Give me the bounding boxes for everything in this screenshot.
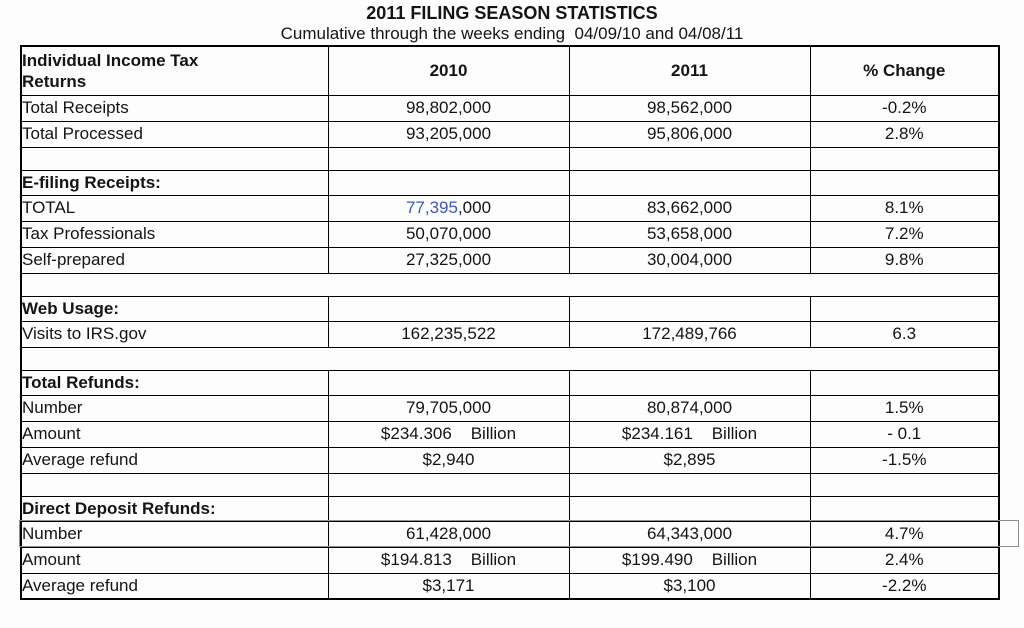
row-label: TOTAL <box>21 195 328 221</box>
statistics-table-wrap <box>20 45 998 600</box>
value-2010 <box>328 296 569 321</box>
table-row <box>21 573 999 599</box>
value-percent-change <box>810 473 999 496</box>
value-percent-change <box>810 273 999 296</box>
table-row <box>21 221 999 247</box>
value-percent-change: 6.3 <box>810 321 999 347</box>
table-row <box>21 421 999 447</box>
value-2011: 83,662,000 <box>569 195 810 221</box>
table-row <box>21 547 999 573</box>
row-label: Average refund <box>21 447 328 473</box>
value-percent-change: 2.8% <box>810 121 999 147</box>
value-2011: $234.161 Billion <box>569 421 810 447</box>
value-2011 <box>569 296 810 321</box>
table-row <box>21 447 999 473</box>
value-2011: 80,874,000 <box>569 395 810 421</box>
value-2010: $2,940 <box>328 447 569 473</box>
section-header-row <box>21 170 999 195</box>
value-2011: $2,895 <box>569 447 810 473</box>
table-row <box>21 121 999 147</box>
col-header-2010: 2010 <box>328 46 569 95</box>
highlighted-number-part: 77,395 <box>405 198 458 217</box>
value-percent-change <box>810 347 999 370</box>
page-subtitle: Cumulative through the weeks ending 04/09/10 and 04/08/11 <box>280 24 744 43</box>
row-label: E-filing Receipts: <box>21 170 328 195</box>
value-2011: 95,806,000 <box>569 121 810 147</box>
value-2011 <box>569 496 810 521</box>
spacer-row <box>21 273 999 296</box>
value-2010: 79,705,000 <box>328 395 569 421</box>
value-2010 <box>328 147 569 170</box>
value-2011: $199.490 Billion <box>569 547 810 573</box>
value-percent-change: -1.5% <box>810 447 999 473</box>
header-row <box>21 46 999 95</box>
col-header-returns-line1: Individual Income Tax <box>22 50 199 70</box>
value-percent-change: 4.7% <box>810 521 999 547</box>
col-header-2011: 2011 <box>569 46 810 95</box>
value-percent-change <box>810 296 999 321</box>
value-percent-change <box>810 496 999 521</box>
number-suffix: ,000 <box>457 198 492 217</box>
value-2011 <box>569 347 810 370</box>
value-2010: $234.306 Billion <box>328 421 569 447</box>
value-percent-change <box>810 147 999 170</box>
table-row <box>21 247 999 273</box>
row-label: Direct Deposit Refunds: <box>21 496 328 521</box>
value-percent-change: -2.2% <box>810 573 999 599</box>
spacer-row <box>21 473 999 496</box>
filing-statistics-table <box>20 45 1000 600</box>
value-2010: $3,171 <box>328 573 569 599</box>
value-2011: 172,489,766 <box>569 321 810 347</box>
table-row <box>21 195 999 221</box>
section-header-row <box>21 370 999 395</box>
col-header-percent-change: % Change <box>810 46 999 95</box>
value-2011 <box>569 170 810 195</box>
section-header-row <box>21 496 999 521</box>
table-row <box>21 521 999 547</box>
value-2011: 64,343,000 <box>569 521 810 547</box>
row-label: Visits to IRS.gov <box>21 321 328 347</box>
row-label <box>21 273 328 296</box>
section-header-row <box>21 296 999 321</box>
value-2011: 53,658,000 <box>569 221 810 247</box>
value-2011: $3,100 <box>569 573 810 599</box>
table-body <box>21 95 999 599</box>
value-percent-change <box>810 170 999 195</box>
value-percent-change: 9.8% <box>810 247 999 273</box>
value-2010 <box>328 496 569 521</box>
col-header-returns <box>21 46 328 95</box>
value-2010: 162,235,522 <box>328 321 569 347</box>
table-row <box>21 395 999 421</box>
row-label <box>21 473 328 496</box>
value-percent-change: - 0.1 <box>810 421 999 447</box>
row-label: Total Processed <box>21 121 328 147</box>
row-label: Self-prepared <box>21 247 328 273</box>
value-2010 <box>328 347 569 370</box>
row-label: Amount <box>21 547 328 573</box>
value-percent-change: 2.4% <box>810 547 999 573</box>
value-2010: 50,070,000 <box>328 221 569 247</box>
table-row <box>21 95 999 121</box>
table-row <box>21 321 999 347</box>
spacer-row <box>21 347 999 370</box>
value-2011 <box>569 147 810 170</box>
value-2011: 30,004,000 <box>569 247 810 273</box>
value-2011 <box>569 273 810 296</box>
row-label: Average refund <box>21 573 328 599</box>
value-2011 <box>569 473 810 496</box>
row-label: Number <box>21 395 328 421</box>
value-2010: 98,802,000 <box>328 95 569 121</box>
value-2010 <box>328 473 569 496</box>
row-label <box>21 147 328 170</box>
value-2010: 93,205,000 <box>328 121 569 147</box>
value-2010 <box>328 370 569 395</box>
value-2010 <box>328 170 569 195</box>
value-percent-change: 7.2% <box>810 221 999 247</box>
value-percent-change: 8.1% <box>810 195 999 221</box>
value-2010 <box>328 195 569 221</box>
row-label: Amount <box>21 421 328 447</box>
value-2010: 61,428,000 <box>328 521 569 547</box>
value-2011 <box>569 370 810 395</box>
row-label: Number <box>21 521 328 547</box>
row-label: Total Refunds: <box>21 370 328 395</box>
col-header-returns-line2: Returns <box>22 71 87 91</box>
value-2010: 27,325,000 <box>328 247 569 273</box>
value-2010: $194.813 Billion <box>328 547 569 573</box>
row-label: Tax Professionals <box>21 221 328 247</box>
value-percent-change <box>810 370 999 395</box>
value-percent-change: 1.5% <box>810 395 999 421</box>
spacer-row <box>21 147 999 170</box>
row-label <box>21 347 328 370</box>
value-percent-change: -0.2% <box>810 95 999 121</box>
page-title: 2011 FILING SEASON STATISTICS <box>366 3 658 23</box>
row-label: Web Usage: <box>21 296 328 321</box>
value-2011: 98,562,000 <box>569 95 810 121</box>
row-label: Total Receipts <box>21 95 328 121</box>
value-2010 <box>328 273 569 296</box>
